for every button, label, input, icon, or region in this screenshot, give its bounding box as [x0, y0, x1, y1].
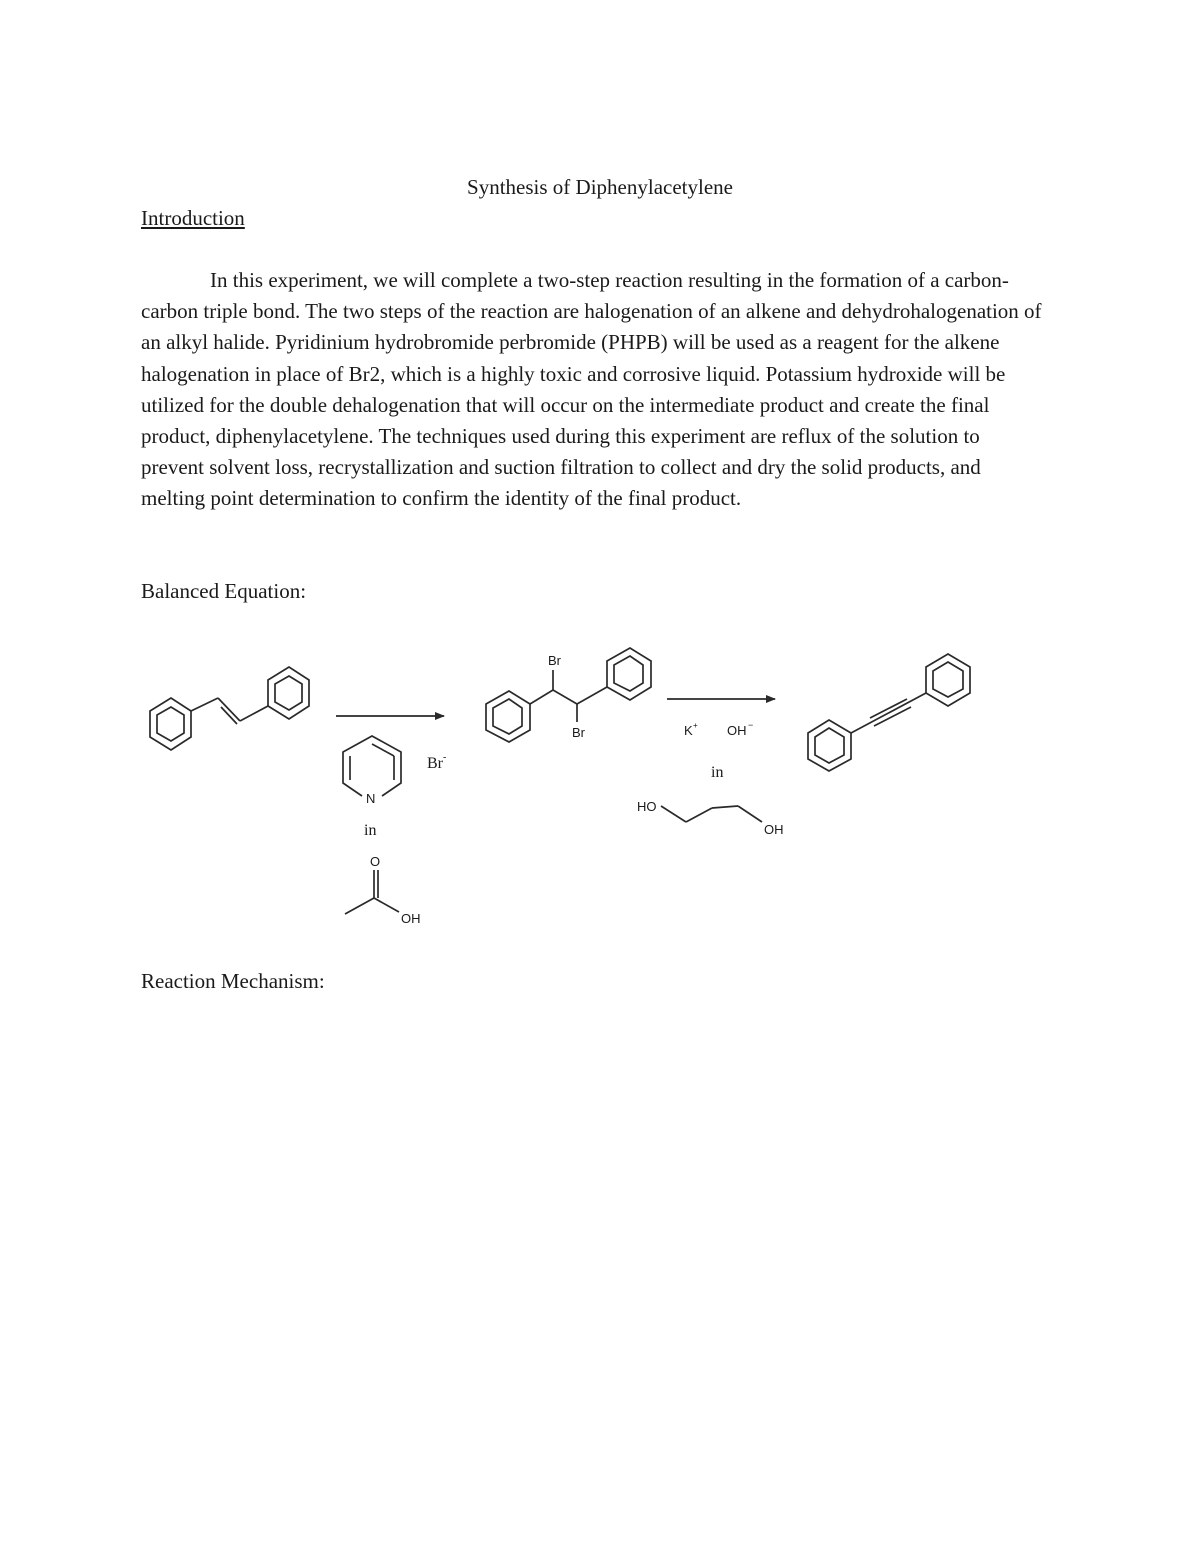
solvent-in-label-2: in: [711, 764, 724, 781]
dibromide-bromine-bottom-label: Br: [572, 725, 585, 740]
bromide-charge-label: -: [443, 752, 447, 763]
dibromide-bromine-top-label: Br: [548, 653, 561, 668]
glycol-hydroxyl-right-label: OH: [764, 822, 784, 837]
document-title: Synthesis of Diphenylacetylene: [467, 175, 733, 199]
introduction-paragraph: In this experiment, we will complete a two-step reaction resulting in the formation of a carbon-carbon triple bond. The two steps of the reaction are halogenation of an alkene and dehydrohalogenation of an alkyl halide. Pyridinium hydrobromide perbromide (PHPB) will be used as a reagent for the alkene halogenation in place of Br2, which is a highly toxic and corrosive liquid. Potassium hydroxide will be utilized for the double dehalogenation that will occur on the intermediate product and create the final product, diphenylacetylene. The techniques used during this experiment are reflux of the solution to prevent solvent loss, recrystallization and suction filtration to collect and dry the solid products, and melting point determination to confirm the identity of the final product.: [141, 268, 1042, 511]
potassium-hydroxide-label: [684, 720, 753, 738]
stilbene-dibromide-structure: [486, 648, 651, 742]
stilbene-structure: [150, 667, 309, 750]
hydroxide-anion-label: OH: [727, 723, 747, 738]
introduction-heading: Introduction: [141, 206, 245, 230]
bromide-counterion-label: Br: [427, 755, 443, 772]
pyridinium-structure: [343, 736, 446, 806]
potassium-cation-label: K: [684, 723, 693, 738]
glycol-hydroxyl-left-label: HO: [637, 799, 657, 814]
acetic-acid-structure: [345, 854, 421, 926]
potassium-charge-label: +: [693, 721, 698, 730]
hydroxide-charge-label: −: [748, 720, 754, 730]
acetic-acid-oxygen-label: O: [370, 854, 381, 869]
balanced-equation-label: Balanced Equation:: [141, 579, 307, 603]
diphenylacetylene-structure: [808, 654, 970, 771]
pyridine-nitrogen-label: N: [366, 791, 376, 806]
reaction-mechanism-label: Reaction Mechanism:: [141, 969, 325, 993]
solvent-in-label-1: in: [364, 822, 377, 839]
acetic-acid-hydroxyl-label: OH: [401, 911, 421, 926]
ethylene-glycol-structure: [637, 799, 784, 837]
